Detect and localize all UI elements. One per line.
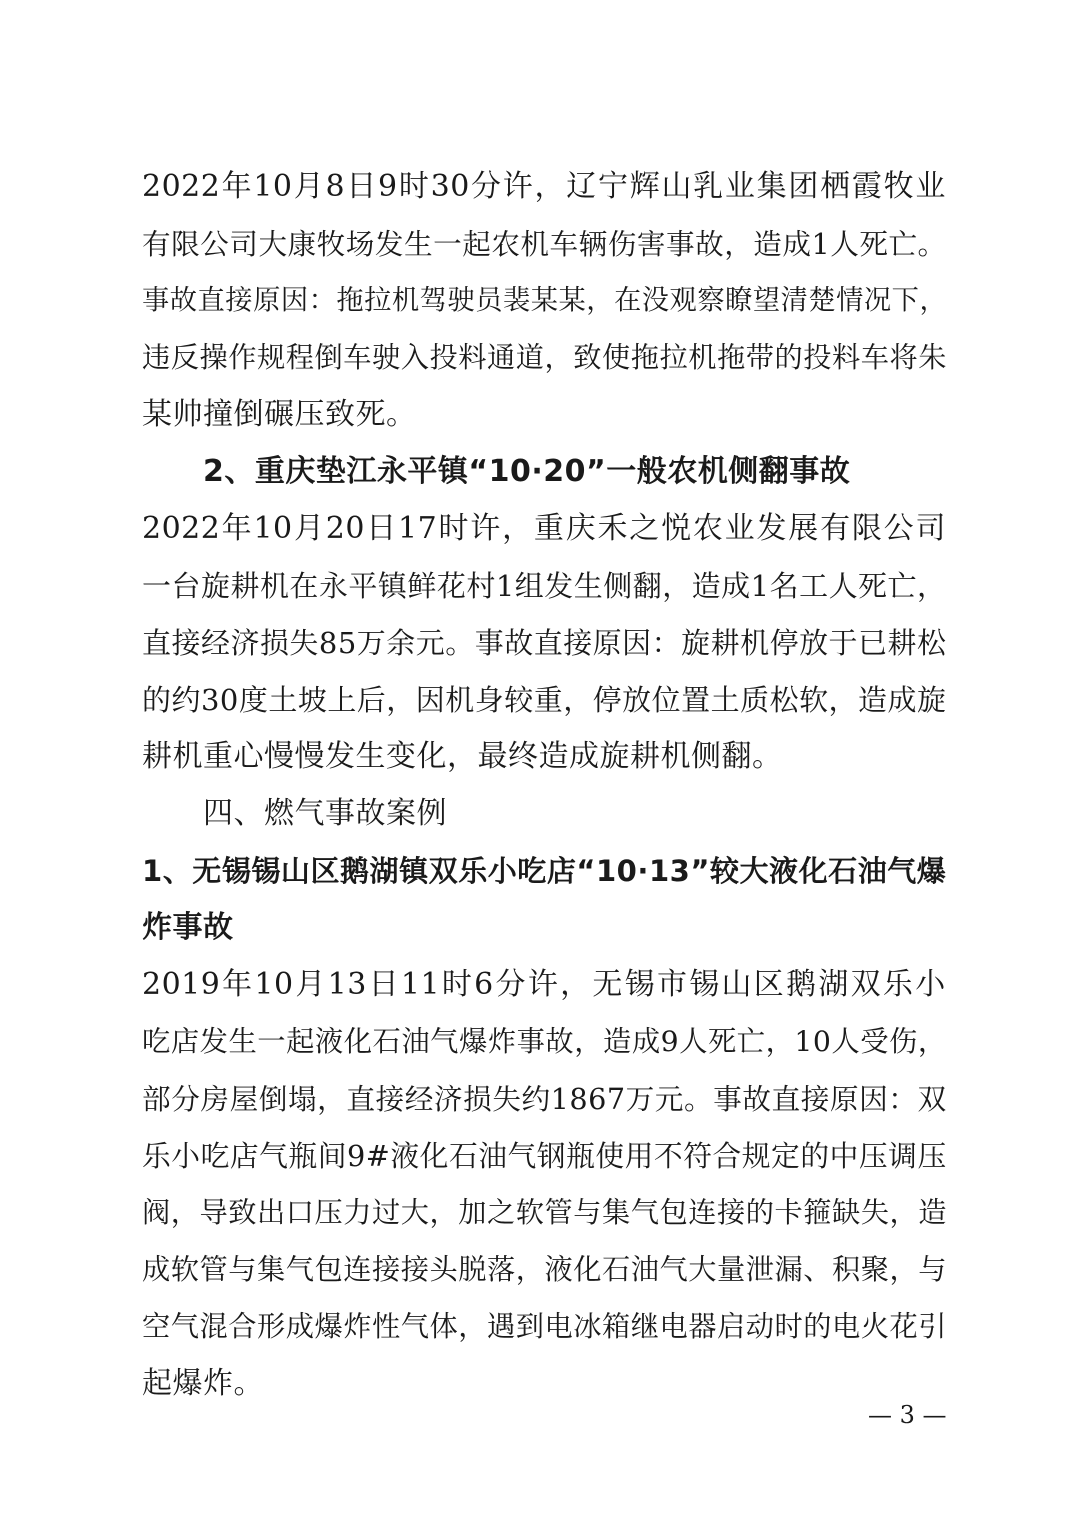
paragraph-line: 有 限 公 司 大 康 牧 场 发 生 一 起 农 机 车 辆 伤 害 事 故 ， 造 成 1 人 死 亡 。 bbox=[142, 227, 947, 261]
paragraph-line: 一 台 旋 耕 机 在 永 平 镇 鲜 花 村 1 组 发 生 侧 翻 ， 造 成 1 名 工 人 死 亡 ， bbox=[142, 569, 947, 603]
section-title: 四、燃气事故案例 bbox=[142, 796, 447, 831]
paragraph-line: 成 软 管 与 集 气 包 连 接 接 头 脱 落 ， 液 化 石 油 气 大 量 泄 漏 、 积 聚 ， 与 bbox=[142, 1253, 947, 1286]
page-number: — 3 — bbox=[868, 1401, 947, 1429]
paragraph-line: 阀 ， 导 致 出 口 压 力 过 大 ， 加 之 软 管 与 集 气 包 连 接 的 卡 箍 缺 失 ， 造 bbox=[142, 1196, 947, 1229]
paragraph-line: 吃 店 发 生 一 起 液 化 石 油 气 爆 炸 事 故 ， 造 成 9 人 死 亡 ， 10 人 受 伤 ， bbox=[142, 1025, 947, 1058]
paragraph-line: 2022 年 10 月 20 日 17 时 许 ， 重 庆 禾 之 悦 农 业 发 展 有 限 公 司 bbox=[142, 511, 946, 546]
section-heading: 1 、 无 锡 锡 山 区 鹅 湖 镇 双 乐 小 吃 店 “ 10 · 13 ” 较 大 液 化 石 油 气 爆 bbox=[142, 854, 947, 888]
paragraph-line: 乐 小 吃 店 气 瓶 间 9# 液 化 石 油 气 钢 瓶 使 用 不 符 合 规 定 的 中 压 调 压 bbox=[142, 1139, 947, 1173]
paragraph-line: 2019 年 10 月 13 日 11 时 6 分 许 ， 无 锡 市 锡 山 区 鹅 湖 双 乐 小 bbox=[142, 967, 946, 1002]
paragraph-line: 耕机重心慢慢发生变化，最终造成旋耕机侧翻。 bbox=[142, 739, 783, 774]
paragraph-line: 2022 年 10 月 8 日 9 时 30 分 许 ， 辽 宁 辉 山 乳 业 集 团 栖 霞 牧 业 bbox=[142, 169, 946, 204]
section-heading: 炸事故 bbox=[142, 910, 234, 945]
paragraph-line: 起爆炸。 bbox=[142, 1366, 264, 1401]
paragraph-line: 部 分 房 屋 倒 塌 ， 直 接 经 济 损 失 约 1867 万 元 。 事 故 直 接 原 因 ： 双 bbox=[142, 1082, 947, 1116]
paragraph-line: 的 约 30 度 土 坡 上 后 ， 因 机 身 较 重 ， 停 放 位 置 土 质 松 软 ， 造 成 旋 bbox=[142, 683, 947, 717]
paragraph-line: 违 反 操 作 规 程 倒 车 驶 入 投 料 通 道 ， 致 使 拖 拉 机 拖 带 的 投 料 车 将 朱 bbox=[142, 341, 947, 374]
paragraph-line: 事 故 直 接 原 因 ： 拖 拉 机 驾 驶 员 裴 某 某 ， 在 没 观 察 瞭 望 清 楚 情 况 下 ， bbox=[142, 285, 948, 316]
section-heading: 2、重庆垫江永平镇“10·20”一般农机侧翻事故 bbox=[142, 454, 851, 489]
paragraph-line: 某帅撞倒碾压致死。 bbox=[142, 397, 417, 432]
paragraph-line: 直 接 经 济 损 失 85 万 余 元 。 事 故 直 接 原 因 ： 旋 耕 机 停 放 于 已 耕 松 bbox=[142, 626, 947, 660]
paragraph-line: 空 气 混 合 形 成 爆 炸 性 气 体 ， 遇 到 电 冰 箱 继 电 器 启 动 时 的 电 火 花 引 bbox=[142, 1310, 947, 1343]
